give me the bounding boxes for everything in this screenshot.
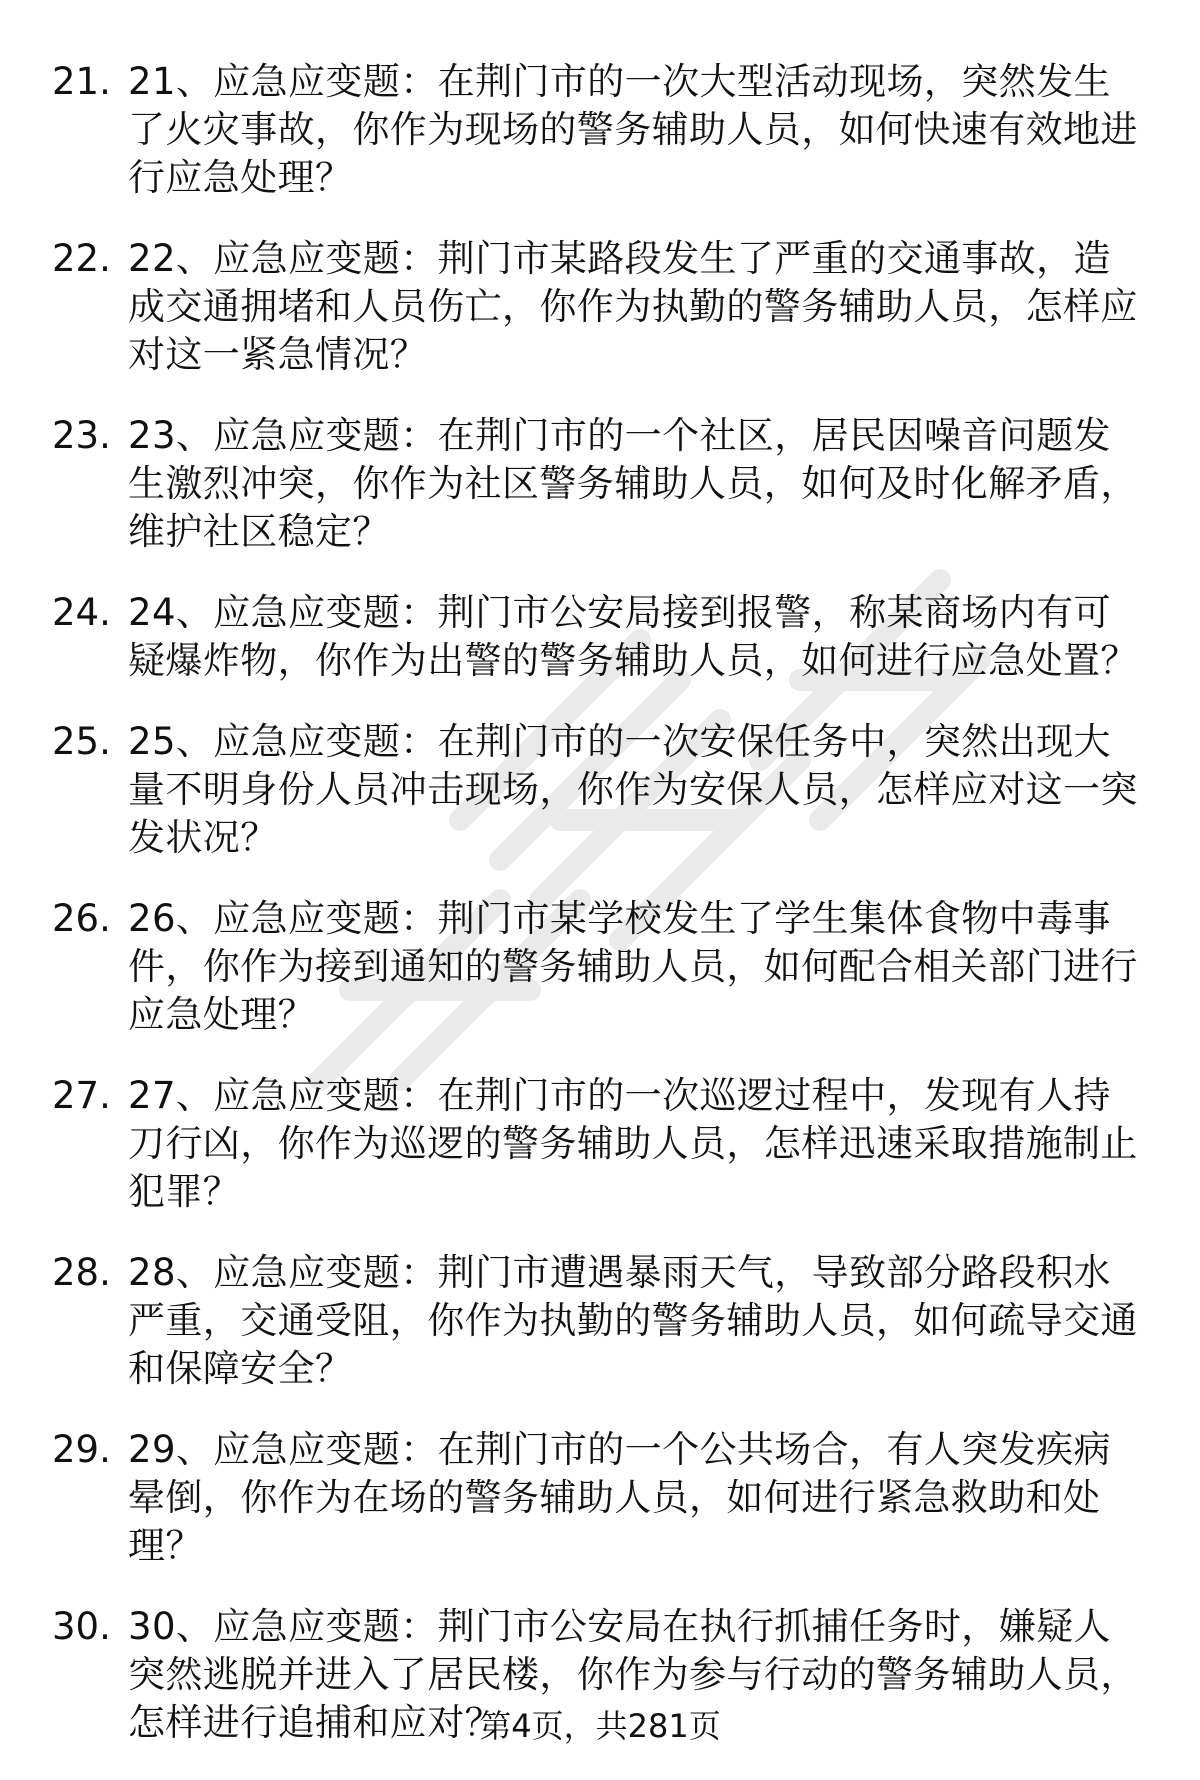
list-item-text: 29、应急应变题：在荆门市的一个公共场合，有人突发疾病晕倒，你作为在场的警务辅助人员，如何进行紧急救助和处理？ bbox=[128, 1428, 1111, 1567]
list-item-number: 24. bbox=[52, 591, 111, 634]
list-item-number: 22. bbox=[52, 237, 111, 280]
list-item bbox=[0, 589, 1200, 685]
list-item-number: 21. bbox=[52, 60, 111, 103]
list-item-text: 26、应急应变题：荆门市某学校发生了学生集体食物中毒事件，你作为接到通知的警务辅助人员，如何配合相关部门进行应急处理？ bbox=[128, 897, 1138, 1036]
list-item bbox=[0, 1072, 1200, 1216]
list-item-text: 30、应急应变题：荆门市公安局在执行抓捕任务时，嫌疑人突然逃脱并进入了居民楼，你作为参与行动的警务辅助人员，怎样进行追捕和应对？ bbox=[128, 1605, 1138, 1744]
list-item-number: 29. bbox=[52, 1428, 111, 1471]
list-item-text: 28、应急应变题：荆门市遭遇暴雨天气，导致部分路段积水严重，交通受阻，你作为执勤的警务辅助人员，如何疏导交通和保障安全？ bbox=[128, 1251, 1138, 1390]
list-item-number: 23. bbox=[52, 414, 111, 457]
list-item-text: 21、应急应变题：在荆门市的一次大型活动现场，突然发生了火灾事故，你作为现场的警务辅助人员，如何快速有效地进行应急处理？ bbox=[128, 60, 1138, 199]
list-item bbox=[0, 1426, 1200, 1570]
list-item-text: 24、应急应变题：荆门市公安局接到报警，称某商场内有可疑爆炸物，你作为出警的警务辅助人员，如何进行应急处置？ bbox=[128, 591, 1138, 682]
list-item-number: 27. bbox=[52, 1074, 111, 1117]
list-item bbox=[0, 895, 1200, 1039]
list-item bbox=[0, 1249, 1200, 1393]
list-item-number: 30. bbox=[52, 1605, 111, 1648]
list-item-text: 27、应急应变题：在荆门市的一次巡逻过程中，发现有人持刀行凶，你作为巡逻的警务辅助人员，怎样迅速采取措施制止犯罪？ bbox=[128, 1074, 1138, 1213]
list-item-number: 26. bbox=[52, 897, 111, 940]
list-item bbox=[0, 412, 1200, 556]
list-item-text: 23、应急应变题：在荆门市的一个社区，居民因噪音问题发生激烈冲突，你作为社区警务辅助人员，如何及时化解矛盾，维护社区稳定？ bbox=[128, 414, 1138, 553]
list-item bbox=[0, 718, 1200, 862]
page-number-footer: 第4页，共281页 bbox=[479, 1707, 721, 1745]
question-list bbox=[0, 58, 1200, 1780]
list-item-number: 28. bbox=[52, 1251, 111, 1294]
list-item-number: 25. bbox=[52, 720, 111, 763]
list-item bbox=[0, 58, 1200, 202]
list-item-text: 22、应急应变题：荆门市某路段发生了严重的交通事故，造成交通拥堵和人员伤亡，你作为执勤的警务辅助人员，怎样应对这一紧急情况？ bbox=[128, 237, 1138, 376]
list-item bbox=[0, 235, 1200, 379]
list-item-text: 25、应急应变题：在荆门市的一次安保任务中，突然出现大量不明身份人员冲击现场，你作为安保人员，怎样应对这一突发状况？ bbox=[128, 720, 1138, 859]
